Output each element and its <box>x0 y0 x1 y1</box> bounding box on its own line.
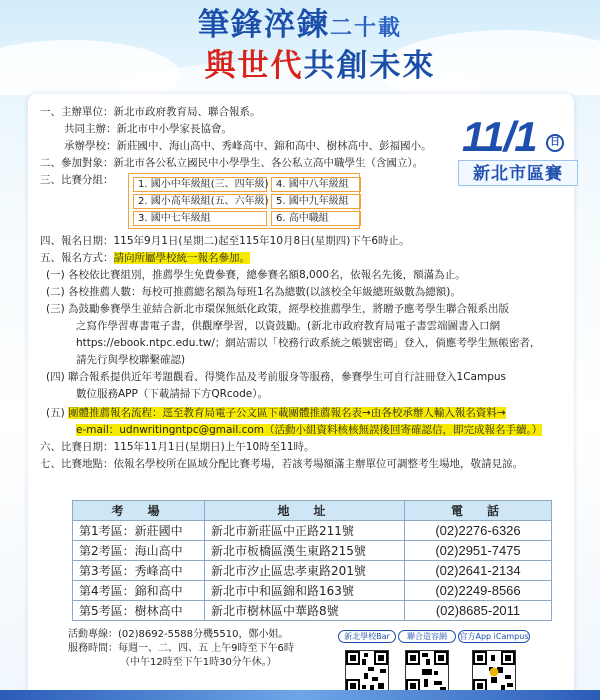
venue-address: 新北市新莊區中正路211號 <box>205 521 405 541</box>
venue-table <box>72 500 552 621</box>
highlight-text: 請向所屬學校統一報名參加。 <box>113 252 250 264</box>
qr-label: 官方App iCampus <box>459 632 529 641</box>
contact-phone: 活動專線：(02)8692-5588分機5510，鄭小姐。 <box>68 629 289 640</box>
category-item: 2. 國小高年級組(五、六年級) <box>133 194 267 209</box>
venue-phone: (02)2641-2134 <box>405 561 552 581</box>
table-row <box>73 561 552 581</box>
section-value: 新莊國中、海山高中、秀峰高中、錦和高中、樹林高中、彭福國小。 <box>116 140 432 152</box>
title-line2-blue: 共創未來 <box>303 48 436 84</box>
venue-name: 第4考區：錦和高中 <box>73 581 205 601</box>
column-header: 電 話 <box>405 501 552 521</box>
rule-number: (五) <box>46 407 69 419</box>
section-categories-label: 三、比賽分組： <box>40 174 114 186</box>
hero-title <box>0 6 600 85</box>
rule-2: (二) 各校推薦人數：每校可推薦總名額為每班1名為總數(以該校全年級總班級數為總額)。 <box>46 286 461 298</box>
qr-code-icon[interactable] <box>405 650 449 694</box>
venue-phone: (02)2951-7475 <box>405 541 552 561</box>
venue-address: 新北市中和區錦和路163號 <box>205 581 405 601</box>
section-participants: 二、參加對象：新北市各公私立國民中小學學生、各公私立高中職學生（含國立）。 <box>40 157 424 169</box>
badge-region: 新北市區賽 <box>458 160 578 186</box>
venue-phone: (02)8685-2011 <box>405 601 552 621</box>
venue-name: 第1考區：新莊國中 <box>73 521 205 541</box>
category-item: 5. 國中九年級組 <box>271 194 361 209</box>
qr-label: 新北學校Bar <box>338 630 396 643</box>
bottom-banner-strip <box>0 690 600 700</box>
section-value: 新北市中小學家長協會。 <box>116 123 232 135</box>
category-item: 1. 國小中年級組(三、四年級) <box>133 177 267 192</box>
contact-hours: 服務時間：每週一、二、四、五 上午9時至下午6時 <box>68 643 294 654</box>
venue-address: 新北市板橋區漢生東路215號 <box>205 541 405 561</box>
venue-address: 新北市汐止區忠孝東路201號 <box>205 561 405 581</box>
title-line1-sub: 二十載 <box>329 15 402 41</box>
table-header-row <box>73 501 552 521</box>
rule-1: (一) 各校依比賽組別，推薦學生免費參賽，總參賽名額8,000名，依報名先後，額滿為止。 <box>46 269 466 281</box>
section-contest-date: 六、比賽日期：115年11月1日(星期日)上午10時至11時。 <box>40 441 315 453</box>
table-row <box>73 521 552 541</box>
venue-phone: (02)2249-8566 <box>405 581 552 601</box>
section-label: 承辦學校： <box>64 140 117 152</box>
venue-address: 新北市樹林區中華路8號 <box>205 601 405 621</box>
rule-5-line2 <box>40 422 560 439</box>
section-co-organizer <box>40 121 560 138</box>
section-contest-venue: 七、比賽地點：依報名學校所在區域分配比賽考場，若該考場額滿主辦單位可調整考生場地，敬請見諒。 <box>40 458 523 470</box>
rule-5-line1 <box>40 405 560 422</box>
announcement-body <box>40 104 560 473</box>
contact-lunch: （中午12時至下午1時30分午休。） <box>120 657 277 668</box>
highlight-email[interactable]: e-mail：udnwritingntpc@gmail.com（活動小組資料核核無誤後回寄確認信，即完成報名手續。） <box>76 424 543 436</box>
rule-3-line2: 之寫作學習專書電子書，供觀摩學習，以資鼓勵。(新北市政府教育局電子書雲端圖書入口網 <box>76 320 501 332</box>
section-registration-method <box>40 250 560 267</box>
badge-day: 日 <box>546 134 564 152</box>
qr-label: 聯合造容網 <box>398 630 456 643</box>
section-label: 一、主辦單位： <box>40 106 114 118</box>
table-row <box>73 541 552 561</box>
title-line2-red: 與世代 <box>204 48 304 84</box>
rule-3-line3: https://ebook.ntpc.edu.tw/；網站需以「校務行政系統之帳號密碼」登入，倘應考學生無帳密者， <box>76 337 541 349</box>
section-host-schools <box>40 138 560 155</box>
venue-name: 第2考區：海山高中 <box>73 541 205 561</box>
venue-name: 第5考區：樹林高中 <box>73 601 205 621</box>
category-item: 6. 高中職組 <box>271 211 361 226</box>
rule-4-line2: 數位服務APP（下載請掃下方QRcode）。 <box>76 388 268 400</box>
column-header: 地 址 <box>205 501 405 521</box>
qr-code-icon[interactable] <box>472 650 516 694</box>
rule-4-line1: (四) 聯合報系提供近年考題觀看、得獎作品及考前服身等服務，參賽學生可自行註冊登入1Campus <box>46 371 506 383</box>
category-item: 4. 國中八年級組 <box>271 177 361 192</box>
badge-date: 11/1 <box>462 113 537 160</box>
rule-3-line1: (三) 為鼓勵參賽學生並結合新北市環保無紙化政策，經學校推薦學生，將贈予應考學生聯合報系出版 <box>46 303 510 315</box>
section-registration-date: 四、報名日期：115年9月1日(星期二)起至115年10月8日(星期四)下午6時止。 <box>40 235 410 247</box>
section-organizer <box>40 104 560 121</box>
venue-phone: (02)2276-6326 <box>405 521 552 541</box>
qr-code-icon[interactable] <box>345 650 389 694</box>
highlight-text: 團體推薦報名流程：逕至教育局電子公文區下載團體推薦報名表→由各校承辦人輸入報名資料→ <box>68 407 506 419</box>
section-label: 共同主辦： <box>64 123 117 135</box>
contact-info <box>68 628 294 670</box>
rule-3-line4: 請先行與學校聯繫確認) <box>76 354 186 366</box>
category-item: 3. 國中七年級組 <box>133 211 267 226</box>
title-line1-main: 筆鋒淬鍊 <box>197 7 330 43</box>
venue-name: 第3考區：秀峰高中 <box>73 561 205 581</box>
section-value: 新北市政府教育局、聯合報系。 <box>113 106 261 118</box>
section-label: 五、報名方式： <box>40 252 114 264</box>
table-row <box>73 581 552 601</box>
table-row <box>73 601 552 621</box>
column-header: 考 場 <box>73 501 205 521</box>
